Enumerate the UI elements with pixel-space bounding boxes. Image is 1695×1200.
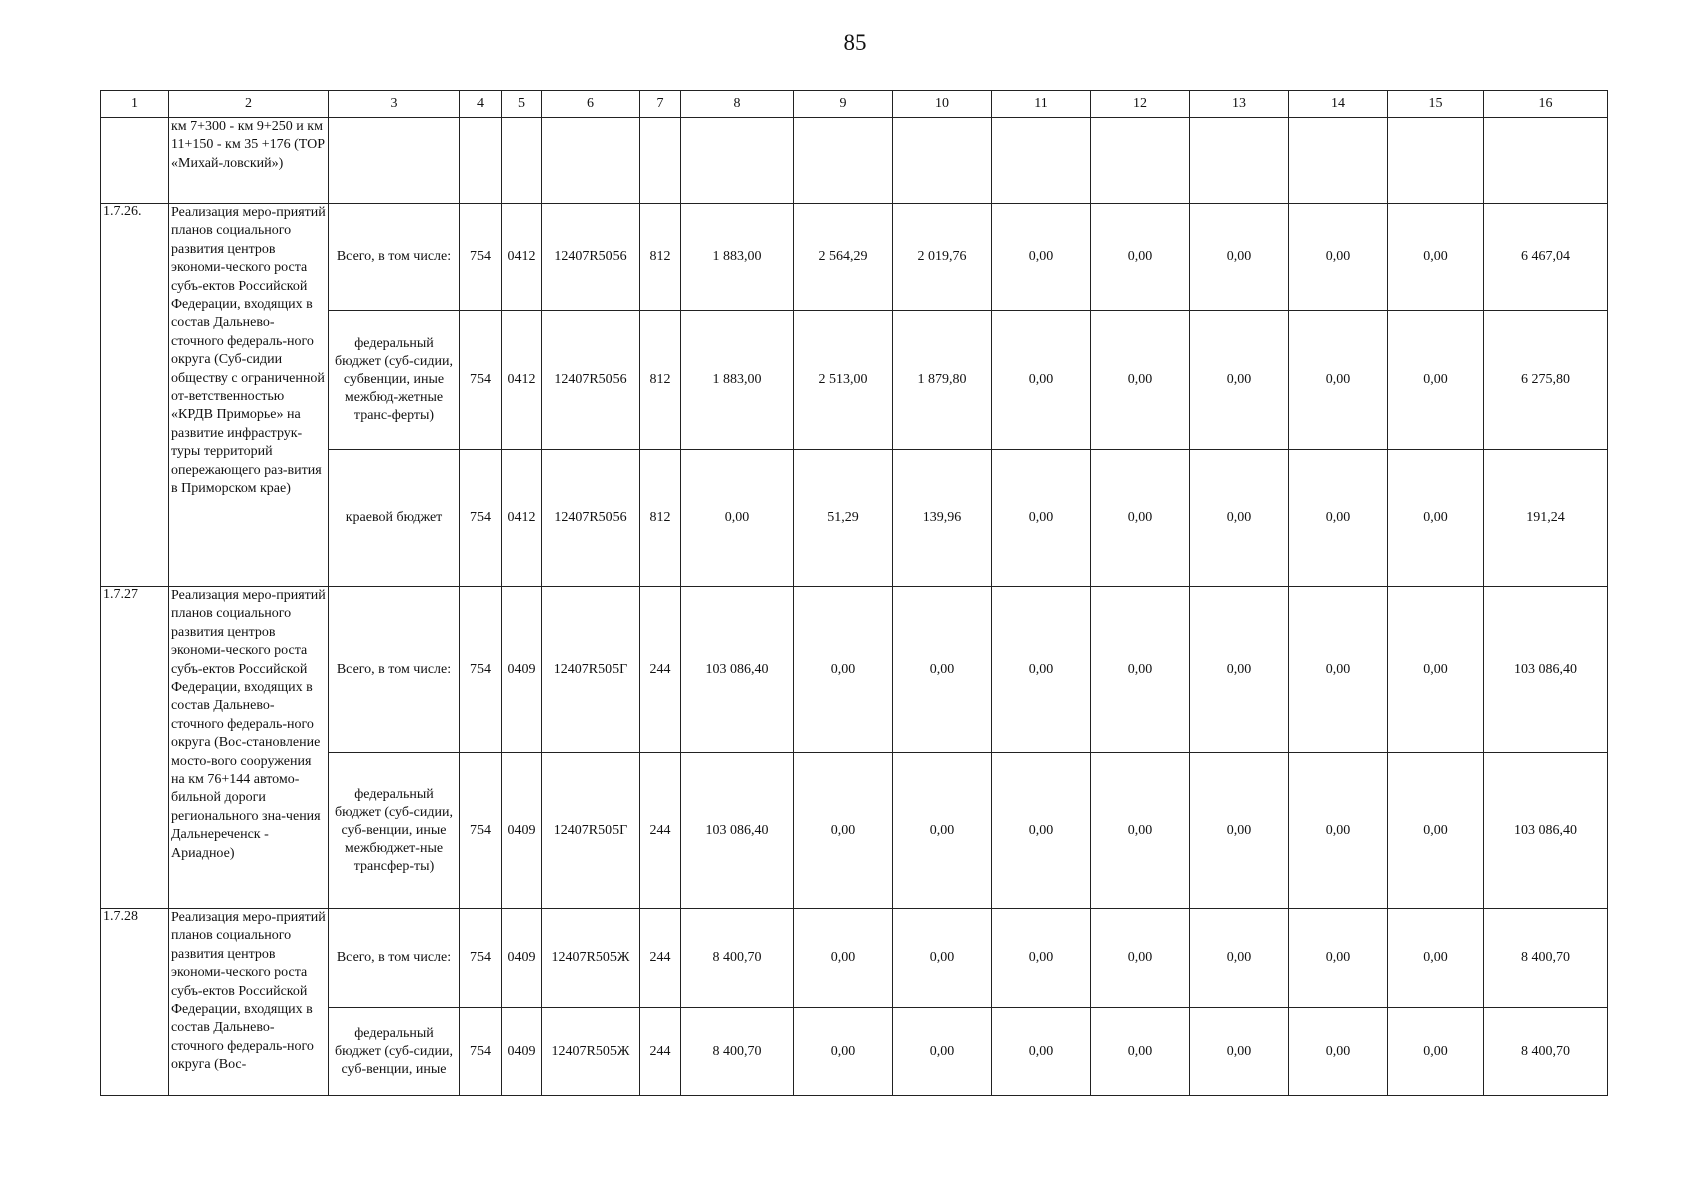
cell-expense-type: 244 [640,753,681,909]
cell-empty [794,118,893,204]
cell-grbs: 754 [460,909,502,1008]
column-header: 7 [640,91,681,118]
cell-value: 0,00 [992,909,1091,1008]
column-header: 6 [542,91,640,118]
cell-value: 0,00 [1190,204,1289,311]
budget-table [100,90,1608,1096]
table-row [101,909,1608,1008]
cell-target: 12407R5056 [542,311,640,450]
cell-total: 8 400,70 [1484,909,1608,1008]
column-header: 14 [1289,91,1388,118]
cell-expense-type: 244 [640,1008,681,1096]
column-header: 12 [1091,91,1190,118]
cell-value: 0,00 [893,587,992,753]
cell-target: 12407R505Ж [542,1008,640,1096]
cell-value: 0,00 [1289,204,1388,311]
cell-empty [992,118,1091,204]
funding-source: краевой бюджет [329,450,460,587]
cell-expense-type: 812 [640,204,681,311]
cell-grbs: 754 [460,450,502,587]
cell-value: 1 879,80 [893,311,992,450]
column-header: 3 [329,91,460,118]
cell-value: 103 086,40 [681,753,794,909]
cell-value: 0,00 [893,909,992,1008]
cell-empty [1091,118,1190,204]
cell-grbs: 754 [460,587,502,753]
cell-value: 0,00 [1388,204,1484,311]
cell-value: 0,00 [1091,909,1190,1008]
row-id: 1.7.27 [101,587,169,909]
cell-section: 0409 [502,753,542,909]
cell-expense-type: 812 [640,311,681,450]
cell-value: 0,00 [1091,753,1190,909]
column-header: 1 [101,91,169,118]
column-header: 11 [992,91,1091,118]
cell-value: 0,00 [1388,450,1484,587]
row-name: Реализация меро-приятий планов социального развития центров экономи-ческого роста субъ-ектов Российской Федерации, входящих в состав Дальнево-сточного федераль-ного округа (Суб-сидии обществу с ограниченной от-ветственностью «КРДВ Приморье» на развитие инфраструк-туры территорий опережающего раз-вития в Приморском крае) [169,204,329,587]
cell-section: 0409 [502,909,542,1008]
cell-value: 8 400,70 [681,909,794,1008]
cell-value: 8 400,70 [681,1008,794,1096]
cell-total: 103 086,40 [1484,753,1608,909]
cell-empty [460,118,502,204]
cell-target: 12407R505Ж [542,909,640,1008]
cell-value: 0,00 [1289,311,1388,450]
cell-value: 0,00 [992,204,1091,311]
cell-value: 1 883,00 [681,204,794,311]
cell-value: 0,00 [1289,909,1388,1008]
funding-source: федеральный бюджет (суб-сидии, суб-венции, иные [329,1008,460,1096]
cell-grbs: 754 [460,204,502,311]
row-id: 1.7.26. [101,204,169,587]
cell-target: 12407R505Г [542,587,640,753]
column-header: 4 [460,91,502,118]
column-number-row [101,91,1608,118]
cell-empty [1388,118,1484,204]
cell-expense-type: 244 [640,587,681,753]
cell-value: 0,00 [794,753,893,909]
cell-value: 0,00 [794,587,893,753]
cell-empty [640,118,681,204]
cell-value: 0,00 [1190,587,1289,753]
cell-total: 6 467,04 [1484,204,1608,311]
cell-grbs: 754 [460,1008,502,1096]
cell-empty [1289,118,1388,204]
column-header: 13 [1190,91,1289,118]
continuation-row [101,118,1608,204]
funding-source: Всего, в том числе: [329,909,460,1008]
cell-section: 0412 [502,311,542,450]
cell-grbs: 754 [460,311,502,450]
cell-value: 0,00 [1190,753,1289,909]
column-header: 15 [1388,91,1484,118]
cell-total: 8 400,70 [1484,1008,1608,1096]
funding-source: Всего, в том числе: [329,204,460,311]
cell-value: 0,00 [1091,587,1190,753]
cell-value: 51,29 [794,450,893,587]
cell-value: 1 883,00 [681,311,794,450]
cell-empty [893,118,992,204]
cell-value: 0,00 [1388,753,1484,909]
column-header: 2 [169,91,329,118]
cell-value: 2 564,29 [794,204,893,311]
cell-value: 0,00 [794,1008,893,1096]
column-header: 9 [794,91,893,118]
column-header: 16 [1484,91,1608,118]
cell-value: 0,00 [1289,587,1388,753]
cell-value: 0,00 [1388,909,1484,1008]
cell-value: 0,00 [1289,753,1388,909]
cell-value: 0,00 [1190,1008,1289,1096]
cell-empty [101,118,169,204]
row-id: 1.7.28 [101,909,169,1096]
cell-empty [502,118,542,204]
cell-value: 0,00 [1091,311,1190,450]
cell-value: 0,00 [1388,587,1484,753]
cell-value: 0,00 [1190,909,1289,1008]
cell-section: 0409 [502,1008,542,1096]
cell-empty [542,118,640,204]
cell-value: 0,00 [1289,1008,1388,1096]
cell-total: 103 086,40 [1484,587,1608,753]
cell-section: 0412 [502,204,542,311]
continuation-name: км 7+300 - км 9+250 и км 11+150 - км 35 +176 (ТОР «Михай-ловский») [169,118,329,204]
cell-expense-type: 244 [640,909,681,1008]
cell-total: 6 275,80 [1484,311,1608,450]
column-header: 5 [502,91,542,118]
page-number: 85 [843,30,867,55]
funding-source: федеральный бюджет (суб-сидии, субвенции, иные межбюд-жетные транс-ферты) [329,311,460,450]
column-header: 8 [681,91,794,118]
cell-value: 0,00 [1388,1008,1484,1096]
cell-value: 0,00 [1091,450,1190,587]
cell-value: 0,00 [1190,311,1289,450]
row-name: Реализация меро-приятий планов социального развития центров экономи-ческого роста субъ-ектов Российской Федерации, входящих в состав Дальнево-сточного федераль-ного округа (Вос-становление мосто-вого сооружения на км 76+144 автомо-бильной дороги регионального зна-чения Дальнереченск - Ариадное) [169,587,329,909]
cell-section: 0412 [502,450,542,587]
cell-empty [329,118,460,204]
cell-value: 2 513,00 [794,311,893,450]
funding-source: Всего, в том числе: [329,587,460,753]
cell-value: 0,00 [1190,450,1289,587]
cell-value: 0,00 [1091,1008,1190,1096]
table-row [101,587,1608,753]
cell-value: 0,00 [893,753,992,909]
cell-value: 0,00 [794,909,893,1008]
cell-grbs: 754 [460,753,502,909]
table-row [101,204,1608,311]
column-header: 10 [893,91,992,118]
cell-value: 103 086,40 [681,587,794,753]
cell-value: 0,00 [1388,311,1484,450]
cell-value: 0,00 [992,753,1091,909]
cell-value: 0,00 [992,311,1091,450]
funding-source: федеральный бюджет (суб-сидии, суб-венции, иные межбюджет-ные трансфер-ты) [329,753,460,909]
cell-value: 2 019,76 [893,204,992,311]
cell-empty [1190,118,1289,204]
cell-target: 12407R505Г [542,753,640,909]
cell-total: 191,24 [1484,450,1608,587]
cell-value: 0,00 [992,587,1091,753]
cell-target: 12407R5056 [542,204,640,311]
cell-value: 0,00 [1091,204,1190,311]
cell-value: 0,00 [1289,450,1388,587]
cell-section: 0409 [502,587,542,753]
cell-value: 0,00 [893,1008,992,1096]
cell-expense-type: 812 [640,450,681,587]
row-name: Реализация меро-приятий планов социального развития центров экономи-ческого роста субъ-ектов Российской Федерации, входящих в состав Дальнево-сточного федераль-ного округа (Вос- [169,909,329,1096]
cell-empty [681,118,794,204]
cell-value: 0,00 [992,1008,1091,1096]
cell-value: 139,96 [893,450,992,587]
cell-empty [1484,118,1608,204]
cell-target: 12407R5056 [542,450,640,587]
cell-value: 0,00 [681,450,794,587]
cell-value: 0,00 [992,450,1091,587]
